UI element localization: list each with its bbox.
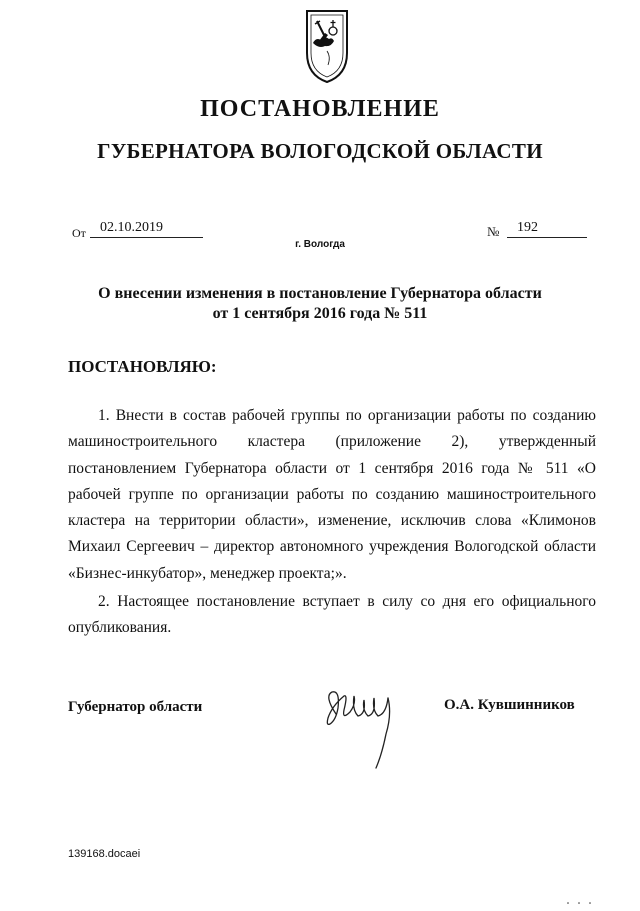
document-issuer: ГУБЕРНАТОРА ВОЛОГОДСКОЙ ОБЛАСТИ — [97, 139, 543, 163]
decree-heading: ПОСТАНОВЛЯЮ: — [68, 357, 217, 376]
document-subject — [0, 284, 640, 324]
body-paragraph: 1. Внести в состав рабочей группы по организации работы по созданию машиностроительного кластера (приложение 2), утвержденный постановлением Губернатора области от 1 сентября 2016 года № 511 «О рабочей группе по организации работы по созданию машиностроительного кластера на территории области», изменение, исключив слова «Климонов Михаил Сергеевич – директор автономного учреждения Вологодской области «Бизнес-инкубатор», менеджер проекта;». — [68, 407, 596, 582]
vologda-coat-of-arms-icon — [301, 7, 353, 85]
document-title: ПОСТАНОВЛЕНИЕ — [200, 96, 440, 122]
document-number: 192 — [507, 220, 587, 238]
handwritten-signature-icon — [322, 684, 402, 772]
city-label: г. Вологда — [295, 239, 345, 250]
document-file-id: 139168.docaei — [68, 848, 141, 860]
subject-line: от 1 сентября 2016 года № 511 — [212, 305, 428, 322]
scan-marks-icon — [566, 893, 592, 899]
subject-line: О внесении изменения в постановление Губернатора области — [98, 285, 542, 302]
signatory-name: О.А. Кувшинников — [444, 697, 575, 713]
document-date: 02.10.2019 — [90, 220, 203, 238]
date-prefix: От — [72, 226, 86, 240]
signatory-title: Губернатор области — [68, 699, 203, 715]
body-paragraph: 2. Настоящее постановление вступает в силу со дня его официального опубликования. — [68, 593, 596, 637]
number-prefix: № — [487, 224, 500, 239]
